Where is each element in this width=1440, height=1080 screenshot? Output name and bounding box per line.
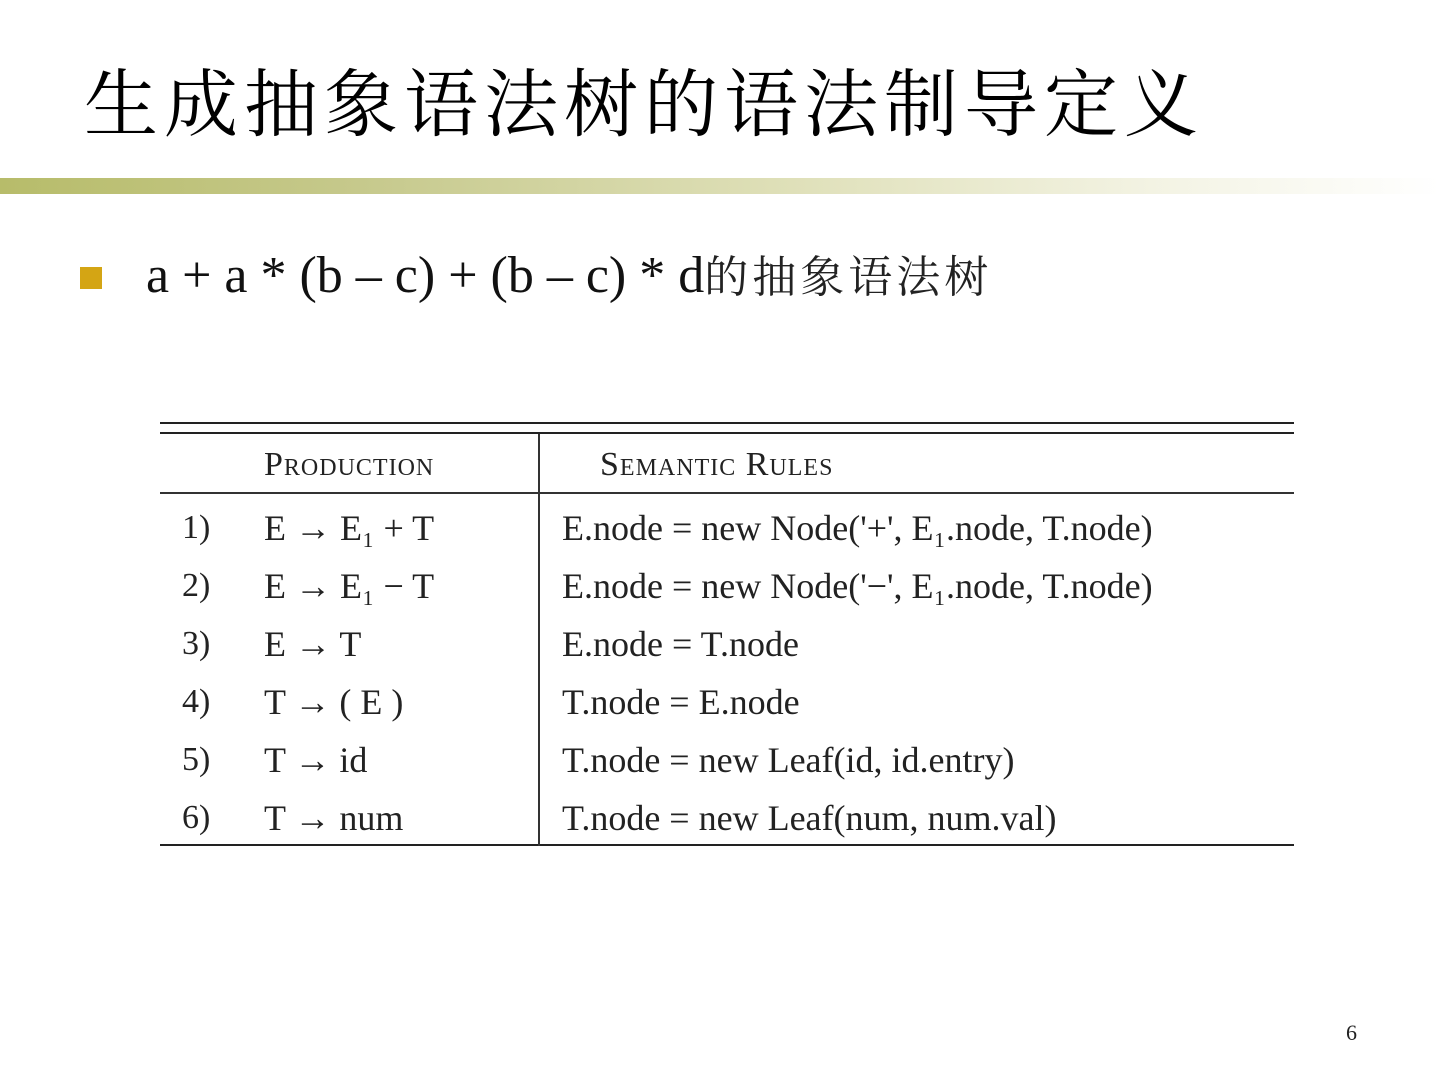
title-divider	[0, 178, 1440, 194]
row-production: E → E₁ − T	[264, 566, 435, 606]
row-production: T → id	[264, 740, 368, 780]
table-row	[160, 732, 1294, 790]
row-number: 5)	[182, 741, 211, 778]
row-semantic-rule: E.node = new Node('−', E₁.node, T.node)	[562, 566, 1153, 606]
slide-title: 生成抽象语法树的语法制导定义	[84, 62, 1204, 148]
table-top-rule	[160, 422, 1294, 424]
table-row	[160, 674, 1294, 732]
table-row	[160, 500, 1294, 558]
row-semantic-rule: T.node = E.node	[562, 682, 800, 722]
table-header-rule	[160, 492, 1294, 494]
row-number: 6)	[182, 799, 211, 836]
table-top-rule-inner	[160, 432, 1294, 434]
bullet-expression: a + a * (b – c) + (b – c) * d	[146, 247, 705, 304]
row-semantic-rule: E.node = new Node('+', E₁.node, T.node)	[562, 508, 1153, 548]
row-production: T → ( E )	[264, 682, 404, 722]
bullet-square-icon	[80, 267, 102, 289]
table-row	[160, 558, 1294, 616]
table-row	[160, 790, 1294, 848]
row-production: E → T	[264, 624, 362, 664]
bullet-chinese-label: 的抽象语法树	[704, 252, 993, 303]
row-number: 3)	[182, 625, 211, 662]
row-production: T → num	[264, 798, 404, 838]
row-number: 1)	[182, 509, 211, 546]
row-semantic-rule: T.node = new Leaf(num, num.val)	[562, 798, 1057, 838]
page-number: 6	[1346, 1020, 1357, 1045]
header-semantic-rules: Semantic Rules	[600, 446, 834, 483]
sdd-table	[160, 422, 1294, 852]
table-row	[160, 616, 1294, 674]
row-semantic-rule: T.node = new Leaf(id, id.entry)	[562, 740, 1015, 780]
row-number: 2)	[182, 567, 211, 604]
row-production: E → E₁ + T	[264, 508, 435, 548]
row-semantic-rule: E.node = T.node	[562, 624, 799, 664]
row-number: 4)	[182, 683, 211, 720]
header-production: Production	[264, 446, 435, 483]
bullet-text	[146, 246, 992, 308]
